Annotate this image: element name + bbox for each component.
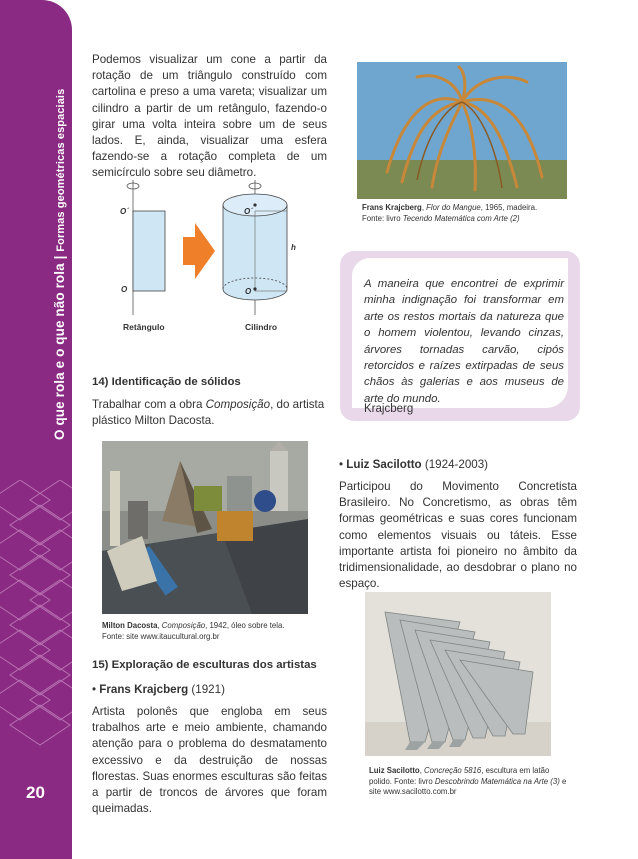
quote-text: A maneira que encontrei de exprimir minha indignação foi transformar em arte os restos mortais da natureza que o homem violentou, levando cinzas, árvores tornadas carvão, cipós retorcidos e raízes extirpadas de seus chãos às galerias e aos museus de arte do mundo. — [364, 278, 564, 405]
section-14-text: Trabalhar com a obra Composição, do artista plástico Milton Dacosta. — [92, 398, 325, 428]
chapter-subtitle: Formas geométricas espaciais — [55, 88, 67, 252]
flor-do-mangue-image — [357, 62, 567, 199]
concrecao-sculpture-image — [365, 592, 551, 756]
intro-paragraph: Podemos visualizar um cone a partir da rotação de um triângulo construído com cartolina e preso a uma vareta; visualizar um cilindro a partir de um retângulo, fazendo-o girar uma volta inteira sobre um de seus lados. E, ainda, visualizar uma esfera fazendo-se a rotação completa de um semicírculo sobre seu diâmetro. — [92, 53, 327, 180]
krajcberg-heading: • Frans Krajcberg (1921) — [92, 683, 225, 696]
chapter-title — [52, 89, 67, 440]
sacilotto-heading: • Luiz Sacilotto (1924-2003) — [339, 458, 489, 471]
painting-caption: Milton Dacosta, Composição, 1942, óleo sobre tela. Fonte: site www.itaucultural.org.br — [102, 621, 285, 641]
section-15-heading: 15) Exploração de esculturas dos artistas — [92, 659, 317, 671]
cylinder-shape — [223, 180, 287, 315]
sidebar — [0, 0, 72, 859]
cylinder-label: Cilindro — [245, 322, 278, 332]
quote-author: Krajcberg — [364, 403, 414, 415]
o-prime-right-label: O´ — [244, 207, 253, 216]
sacilotto-text: Participou do Movimento Concretista Brasileiro. No Concretismo, as obras têm formas geométricas e suas cores funcionam como elementos visuais ou táteis. Esse importante artista foi pioneiro no âmbito da tridimensionalidade, ao desdobrar o plano no espaço. — [339, 480, 577, 591]
rectangle-label: Retângulo — [123, 322, 165, 332]
chapter-title-main: O que rola e o que não rola | — [52, 251, 67, 440]
krajcberg-text: Artista polonês que engloba em seus trabalhos arte e meio ambiente, chamando atenção para o problema do desmatamento excessivo e da destruição de nossas florestas. Suas enormes esculturas são feitas a partir de troncos de árvores que foram queimadas. — [92, 705, 327, 816]
krajcberg-caption: Frans Krajcberg, Flor do Mangue, 1965, madeira. Fonte: livro Tecendo Matemática com Arte (2) — [362, 203, 538, 223]
h-label: h — [291, 243, 296, 252]
o-prime-left-label: O´ — [120, 207, 129, 216]
rectangle-shape — [133, 211, 165, 291]
orange-arrow-icon — [183, 223, 215, 279]
diamond-pattern — [0, 480, 72, 780]
sacilotto-caption: Luiz Sacilotto, Concreção 5816, escultura em latão polido. Fonte: livro Descobrindo Matemática na Arte (3) e site www.sacilotto.com.br — [369, 766, 567, 796]
o-left-label: O — [121, 285, 128, 294]
section-14-heading: 14) Identificação de sólidos — [92, 376, 241, 388]
composicao-painting-image — [102, 441, 308, 614]
page-number: 20 — [26, 783, 45, 802]
o-right-label: O — [245, 287, 252, 296]
